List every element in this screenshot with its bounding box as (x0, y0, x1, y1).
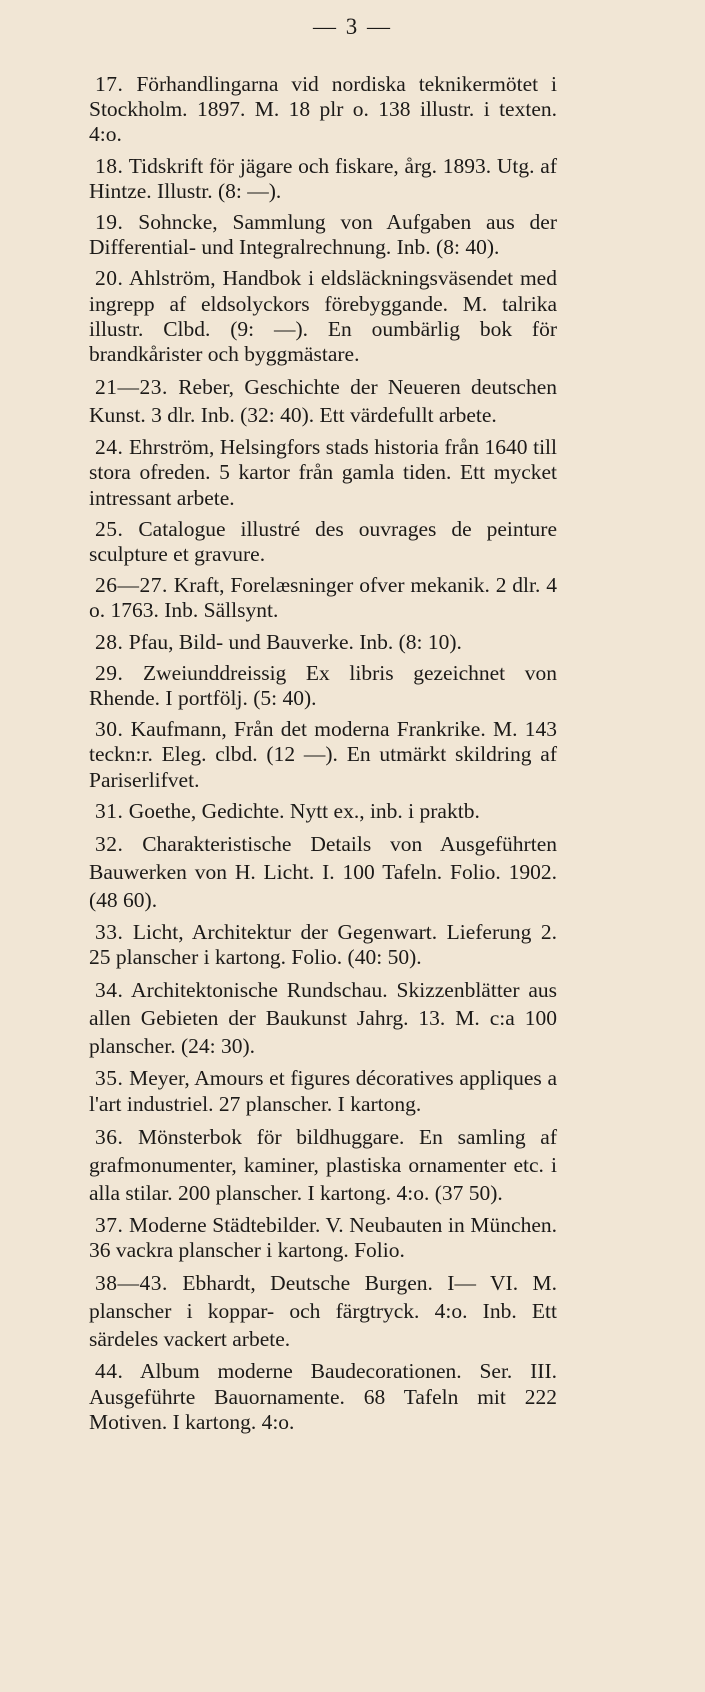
entry-number: 20. (95, 266, 124, 291)
entry-text: Charakteristische Details von Ausgeführten Bauwerken von H. Licht. I. 100 Tafeln. Folio. 1902. (48 60). (89, 832, 557, 913)
entry-text: Album moderne Baudecorationen. Ser. III. Ausgeführte Bauornamente. 68 Tafeln mit 222 Motiven. I kartong. 4:o. (89, 1359, 557, 1434)
entry-text: Ehrström, Helsingfors stads historia från 1640 till stora ofreden. 5 kartor från gamla tiden. Ett mycket intressant arbete. (89, 435, 557, 510)
entry-text: Ebhardt, Deutsche Burgen. I— VI. M. planscher i koppar- och färgtryck. 4:o. Inb. Ett särdeles vackert arbete. (89, 1271, 557, 1352)
catalogue-entry-28 (89, 630, 557, 655)
entry-text: Kraft, Forelæsninger ofver mekanik. 2 dlr. 4 o. 1763. Inb. Sällsynt. (89, 573, 557, 623)
entry-text: Förhandlingarna vid nordiska teknikermötet i Stockholm. 1897. M. 18 plr o. 138 illustr. i texten. 4:o. (89, 72, 558, 147)
entry-text: Tidskrift för jägare och fiskare, årg. 1893. Utg. af Hintze. Illustr. (8: —). (89, 153, 557, 203)
catalogue-entry-20 (89, 266, 557, 367)
entry-text: Zweiunddreissig Ex libris gezeichnet von Rhende. I portfölj. (5: 40). (89, 660, 557, 711)
entry-number: 36. (95, 1124, 124, 1149)
entry-number: 30. (95, 717, 124, 742)
entry-text: Mönsterbok för bildhuggare. En samling af grafmonumenter, kaminer, plastiska ornamenter etc. i alla stilar. 200 planscher. I kartong. 4:o. (37 50). (89, 1124, 557, 1205)
entry-number: 31. (95, 798, 124, 823)
catalogue-entry-37 (89, 1213, 557, 1263)
catalogue-entry-17 (89, 72, 557, 148)
catalogue-entry-29 (89, 661, 557, 711)
catalogue-entry-38-43 (89, 1269, 557, 1353)
page-number: — 3 — (313, 14, 392, 39)
entry-text: Reber, Geschichte der Neueren deutschen Kunst. 3 dlr. Inb. (32: 40). Ett värdefullt arbete. (89, 375, 557, 428)
entry-number: 19. (95, 210, 124, 235)
entry-text: Moderne Städtebilder. V. Neubauten in München. 36 vackra planscher i kartong. Folio. (89, 1212, 557, 1263)
entry-number: 44. (95, 1359, 124, 1384)
entry-number: 28. (95, 629, 124, 654)
entry-number: 34. (95, 978, 124, 1003)
entry-number: 33. (95, 920, 124, 945)
catalogue-entry-19 (89, 210, 557, 260)
catalogue-entry-36 (89, 1123, 557, 1207)
entry-list (89, 72, 557, 1441)
entry-number: 37. (95, 1212, 124, 1237)
entry-text: Ahlström, Handbok i eldsläckningsväsendet med ingrepp af eldsolyckors förebyggande. M. talrika illustr. Clbd. (9: —). En oumbärlig bok för brandkårister och byggmästare. (89, 266, 557, 367)
entry-text: Catalogue illustré des ouvrages de peinture sculpture et gravure. (89, 516, 558, 567)
entry-text: Architektonische Rundschau. Skizzenblätter aus allen Gebieten der Baukunst Jahrg. 13. M. c:a 100 planscher. (24: 30). (89, 978, 557, 1059)
entry-number: 18. (95, 153, 124, 178)
catalogue-entry-44 (89, 1359, 557, 1435)
catalogue-entry-26-27 (89, 573, 557, 623)
catalogue-entry-24 (89, 435, 557, 511)
entry-number: 17. (95, 72, 124, 96)
catalogue-entry-31 (89, 799, 557, 824)
catalogue-entry-21-23 (89, 373, 557, 429)
entry-text: Kaufmann, Från det moderna Frankrike. M. 143 teckn:r. Eleg. clbd. (12 —). En utmärkt skildring af Pariserlifvet. (89, 717, 558, 792)
entry-number: 26—27. (95, 573, 168, 598)
entry-number: 25. (95, 516, 124, 541)
entry-text: Licht, Architektur der Gegenwart. Lieferung 2. 25 planscher i kartong. Folio. (40: 50). (89, 920, 558, 970)
entry-text: Meyer, Amours et figures décoratives appliques a l'art industriel. 27 planscher. I kartong. (89, 1066, 558, 1116)
entry-number: 38—43. (95, 1271, 168, 1296)
catalogue-entry-30 (89, 717, 557, 793)
entry-number: 35. (95, 1066, 124, 1091)
entry-text: Goethe, Gedichte. Nytt ex., inb. i praktb. (128, 798, 480, 823)
entry-text: Sohncke, Sammlung von Aufgaben aus der Differential- und Integralrechnung. Inb. (8: 40). (89, 210, 558, 260)
catalogue-entry-33 (89, 920, 557, 970)
entry-number: 29. (95, 660, 124, 685)
entry-number: 21—23. (95, 375, 168, 400)
catalogue-entry-25 (89, 517, 557, 567)
entry-text: Pfau, Bild- und Bauverke. Inb. (8: 10). (128, 629, 462, 654)
entry-number: 32. (95, 832, 124, 857)
catalogue-entry-34 (89, 976, 557, 1060)
entry-number: 24. (95, 435, 124, 460)
catalogue-entry-18 (89, 154, 557, 204)
catalogue-entry-35 (89, 1066, 557, 1116)
catalogue-entry-32 (89, 830, 557, 914)
